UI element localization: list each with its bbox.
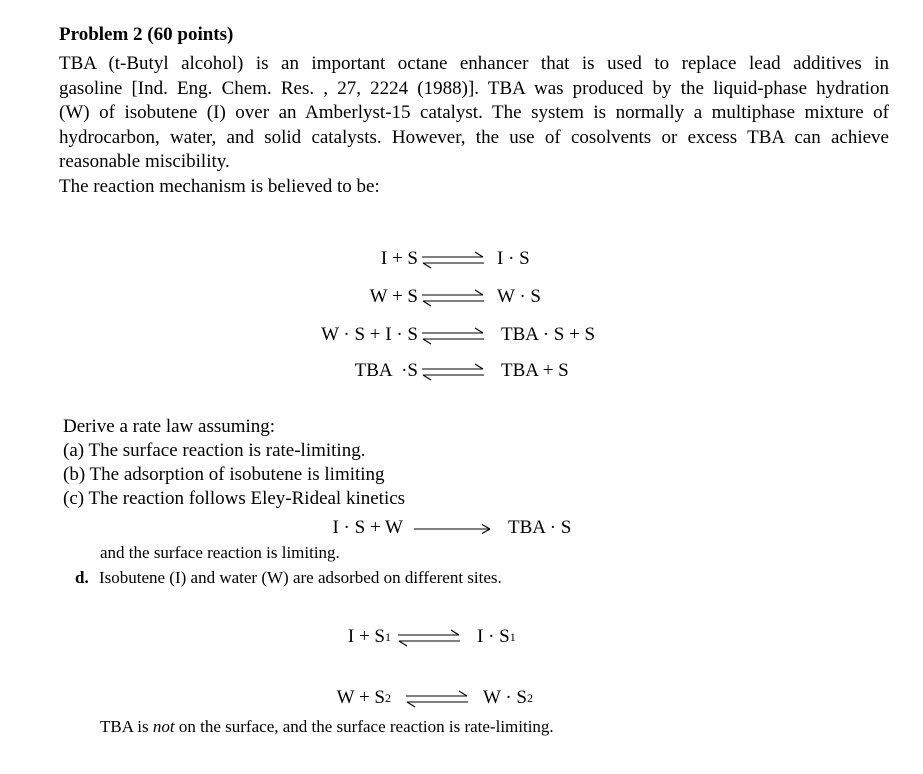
eley-rideal-note: and the surface reaction is limiting. xyxy=(100,543,340,562)
mechanism-step-1-rhs xyxy=(497,248,530,270)
footer-text: TBA is xyxy=(100,717,153,736)
subscript: 2 xyxy=(385,690,391,705)
mechanism-step-4-rhs xyxy=(501,360,569,382)
part-d-line xyxy=(75,568,502,588)
subscript: 1 xyxy=(385,629,391,644)
derive-item-b: (b) The adsorption of isobutene is limiting xyxy=(63,464,385,485)
eley-rideal-rhs xyxy=(508,517,571,539)
part-d-eq2-rhs xyxy=(483,687,533,709)
part-d-footer xyxy=(100,717,554,737)
derive-item-c: (c) The reaction follows Eley-Rideal kinetics xyxy=(63,488,406,509)
paragraph-line: gasoline [Ind. Eng. Chem. Res. , 27, 2224 (1988)]. TBA was produced by the liquid-phase hydration xyxy=(59,77,889,99)
equation-lhs: I + S xyxy=(347,626,385,647)
equilibrium-arrow-icon xyxy=(404,689,470,709)
equation-rhs: TBA + S xyxy=(501,360,569,381)
paragraph-line: (W) of isobutene (I) over an Amberlyst-15 catalyst. The system is normally a multiphase mixture of xyxy=(59,102,889,123)
eley-rideal-lhs xyxy=(332,517,403,539)
forward-arrow-icon xyxy=(412,521,492,537)
derive-intro: Derive a rate law assuming: xyxy=(63,416,276,437)
equilibrium-arrow-icon xyxy=(420,362,486,382)
equation-rhs: TBA · S xyxy=(508,517,572,538)
subscript: 1 xyxy=(509,629,516,644)
mechanism-step-4 xyxy=(355,360,418,382)
equation-rhs: TBA · S + S xyxy=(501,324,596,345)
equation-lhs: W + S xyxy=(336,687,385,708)
part-d-eq1-lhs xyxy=(348,626,391,648)
part-d-eq1-rhs xyxy=(477,626,516,648)
paragraph-line: TBA (t-Butyl alcohol) is an important octane enhancer that is used to replace lead additives in xyxy=(59,53,889,74)
footer-emphasis: not xyxy=(152,717,175,736)
part-d-label: d. xyxy=(75,568,89,587)
equilibrium-arrow-icon xyxy=(420,250,486,270)
equation-rhs: I · S xyxy=(477,626,510,647)
equation-lhs: I · S + W xyxy=(332,517,403,538)
problem-paragraph xyxy=(59,52,889,199)
mechanism-intro: The reaction mechanism is believed to be: xyxy=(59,175,380,197)
equation-rhs: I · S xyxy=(497,248,530,269)
part-d-text: Isobutene (I) and water (W) are adsorbed on different sites. xyxy=(98,568,502,587)
mechanism-step-1 xyxy=(381,248,418,270)
footer-text: on the surface, and the surface reaction is rate-limiting. xyxy=(174,717,554,736)
equation-rhs: W · S xyxy=(483,687,527,708)
subscript: 2 xyxy=(526,690,533,705)
paragraph-line: hydrocarbon, water, and solid catalysts. However, the use of cosolvents or excess TBA can achieve xyxy=(59,126,889,148)
equilibrium-arrow-icon xyxy=(396,628,462,648)
equation-lhs: I + S xyxy=(380,248,418,269)
equilibrium-arrow-icon xyxy=(420,326,486,346)
mechanism-step-3 xyxy=(321,324,418,346)
part-d-eq2-lhs xyxy=(337,687,391,709)
mechanism-step-2-rhs xyxy=(497,286,541,308)
mechanism-step-2 xyxy=(370,286,418,308)
derive-item-a: (a) The surface reaction is rate-limiting. xyxy=(63,440,366,461)
equation-lhs: W + S xyxy=(369,286,418,307)
equilibrium-arrow-icon xyxy=(420,288,486,308)
equation-lhs: W · S + I · S xyxy=(321,324,418,345)
equation-rhs: W · S xyxy=(497,286,541,307)
paragraph-line: reasonable miscibility. xyxy=(59,151,230,172)
mechanism-step-3-rhs xyxy=(501,324,595,346)
equation-lhs: TBA ·S xyxy=(354,360,418,381)
problem-title: Problem 2 (60 points) xyxy=(59,24,234,45)
derive-section xyxy=(63,415,405,511)
